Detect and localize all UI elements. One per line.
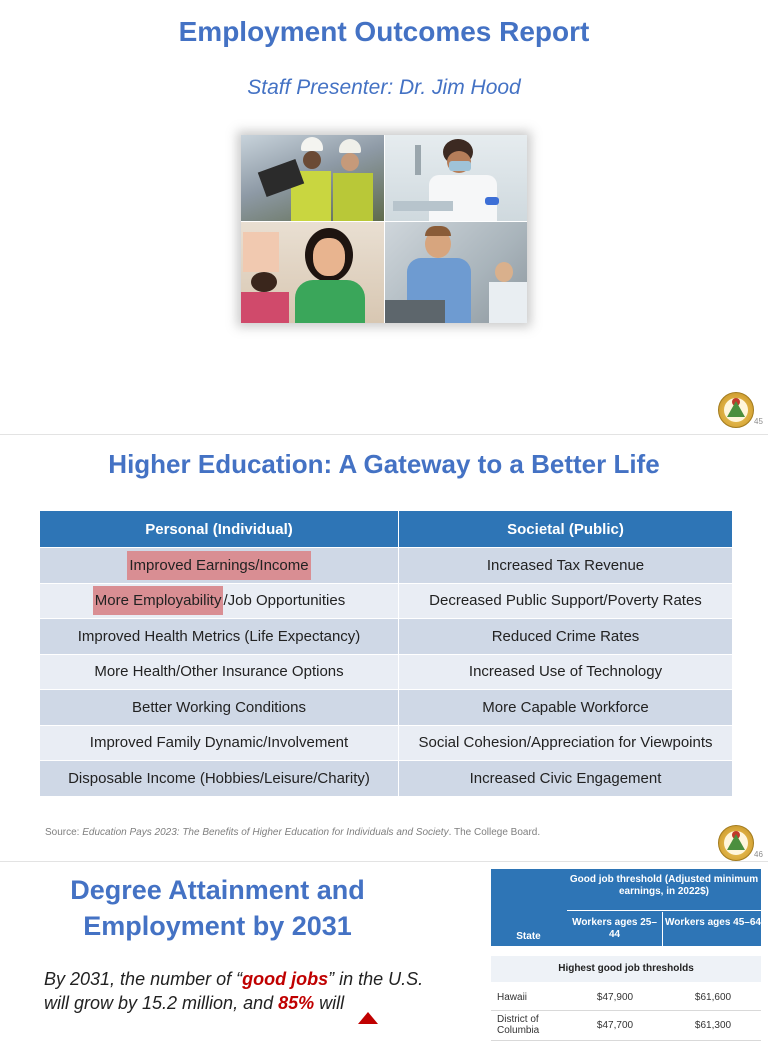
table-subheader: Highest good job thresholds [491,956,761,982]
photo-engineers [241,135,384,221]
slide3-title: Degree Attainment and Employment by 2031 [70,875,365,941]
col-ages-25-44: Workers ages 25–44 [567,912,663,946]
personal-cell: Improved Health Metrics (Life Expectancy) [40,619,399,655]
photo-teacher [241,222,384,323]
slide1-page-number: 45 [754,417,763,426]
societal-cell: Reduced Crime Rates [399,619,733,655]
slide1-title: Employment Outcomes Report [178,16,590,47]
slide-higher-education [0,435,768,861]
source-citation: Source: Education Pays 2023: The Benefits of Higher Education for Individuals and Society. The College Board. [45,827,541,838]
table-row [40,619,732,655]
slide-employment-outcomes [0,0,768,434]
table-row [40,583,732,619]
col-ages-45-64: Workers ages 45–64 [665,917,761,928]
slide-degree-attainment [0,862,768,1036]
table-row: District of Columbia $47,700 $61,300 [491,1010,761,1041]
table-row [40,690,732,726]
photo-lab-scientist [385,135,527,221]
personal-cell: Better Working Conditions [40,690,399,726]
slide3-body-text: By 2031, the number of “good jobs” in the U.S. will grow by 15.2 million, and 85% will [44,969,424,1013]
personal-cell: More Employability /Job Opportunities [40,583,399,619]
societal-cell: Increased Use of Technology [399,654,733,690]
table-row [40,654,732,690]
societal-cell: Increased Tax Revenue [399,548,733,584]
highlighted-text: Improved Earnings/Income [127,551,310,580]
benefits-table [40,511,732,796]
personal-cell: Improved Family Dynamic/Involvement [40,725,399,761]
table-row [40,725,732,761]
highlight-percent: 85% [278,993,315,1013]
red-arrow-icon [358,1012,378,1024]
slide1-subtitle: Staff Presenter: Dr. Jim Hood [247,76,521,99]
highlighted-text: More Employability [93,586,224,615]
header-societal: Societal (Public) [399,511,733,548]
societal-cell: Decreased Public Support/Poverty Rates [399,583,733,619]
personal-cell: Disposable Income (Hobbies/Leisure/Charity) [40,761,399,796]
state-header: State [516,931,541,942]
highlight-good-jobs: good jobs [242,969,329,989]
threshold-group-header: Good job threshold (Adjusted minimum earnings, in 2022$) [567,869,761,911]
societal-cell: Social Cohesion/Appreciation for Viewpoints [399,725,733,761]
photo-technician [385,222,527,323]
slide2-title: Higher Education: A Gateway to a Better Life [108,449,660,479]
societal-cell: More Capable Workforce [399,690,733,726]
header-personal: Personal (Individual) [40,511,399,548]
personal-cell [40,548,399,584]
table-row: Hawaii $47,900 $61,600 [491,984,761,1011]
workforce-photo-collage [241,135,527,323]
organization-seal-icon [718,392,754,428]
table-row [40,761,732,796]
slide2-page-number: 46 [754,850,763,859]
organization-seal-icon [718,825,754,861]
societal-cell: Increased Civic Engagement [399,761,733,796]
personal-cell: More Health/Other Insurance Options [40,654,399,690]
table-row [40,548,732,584]
